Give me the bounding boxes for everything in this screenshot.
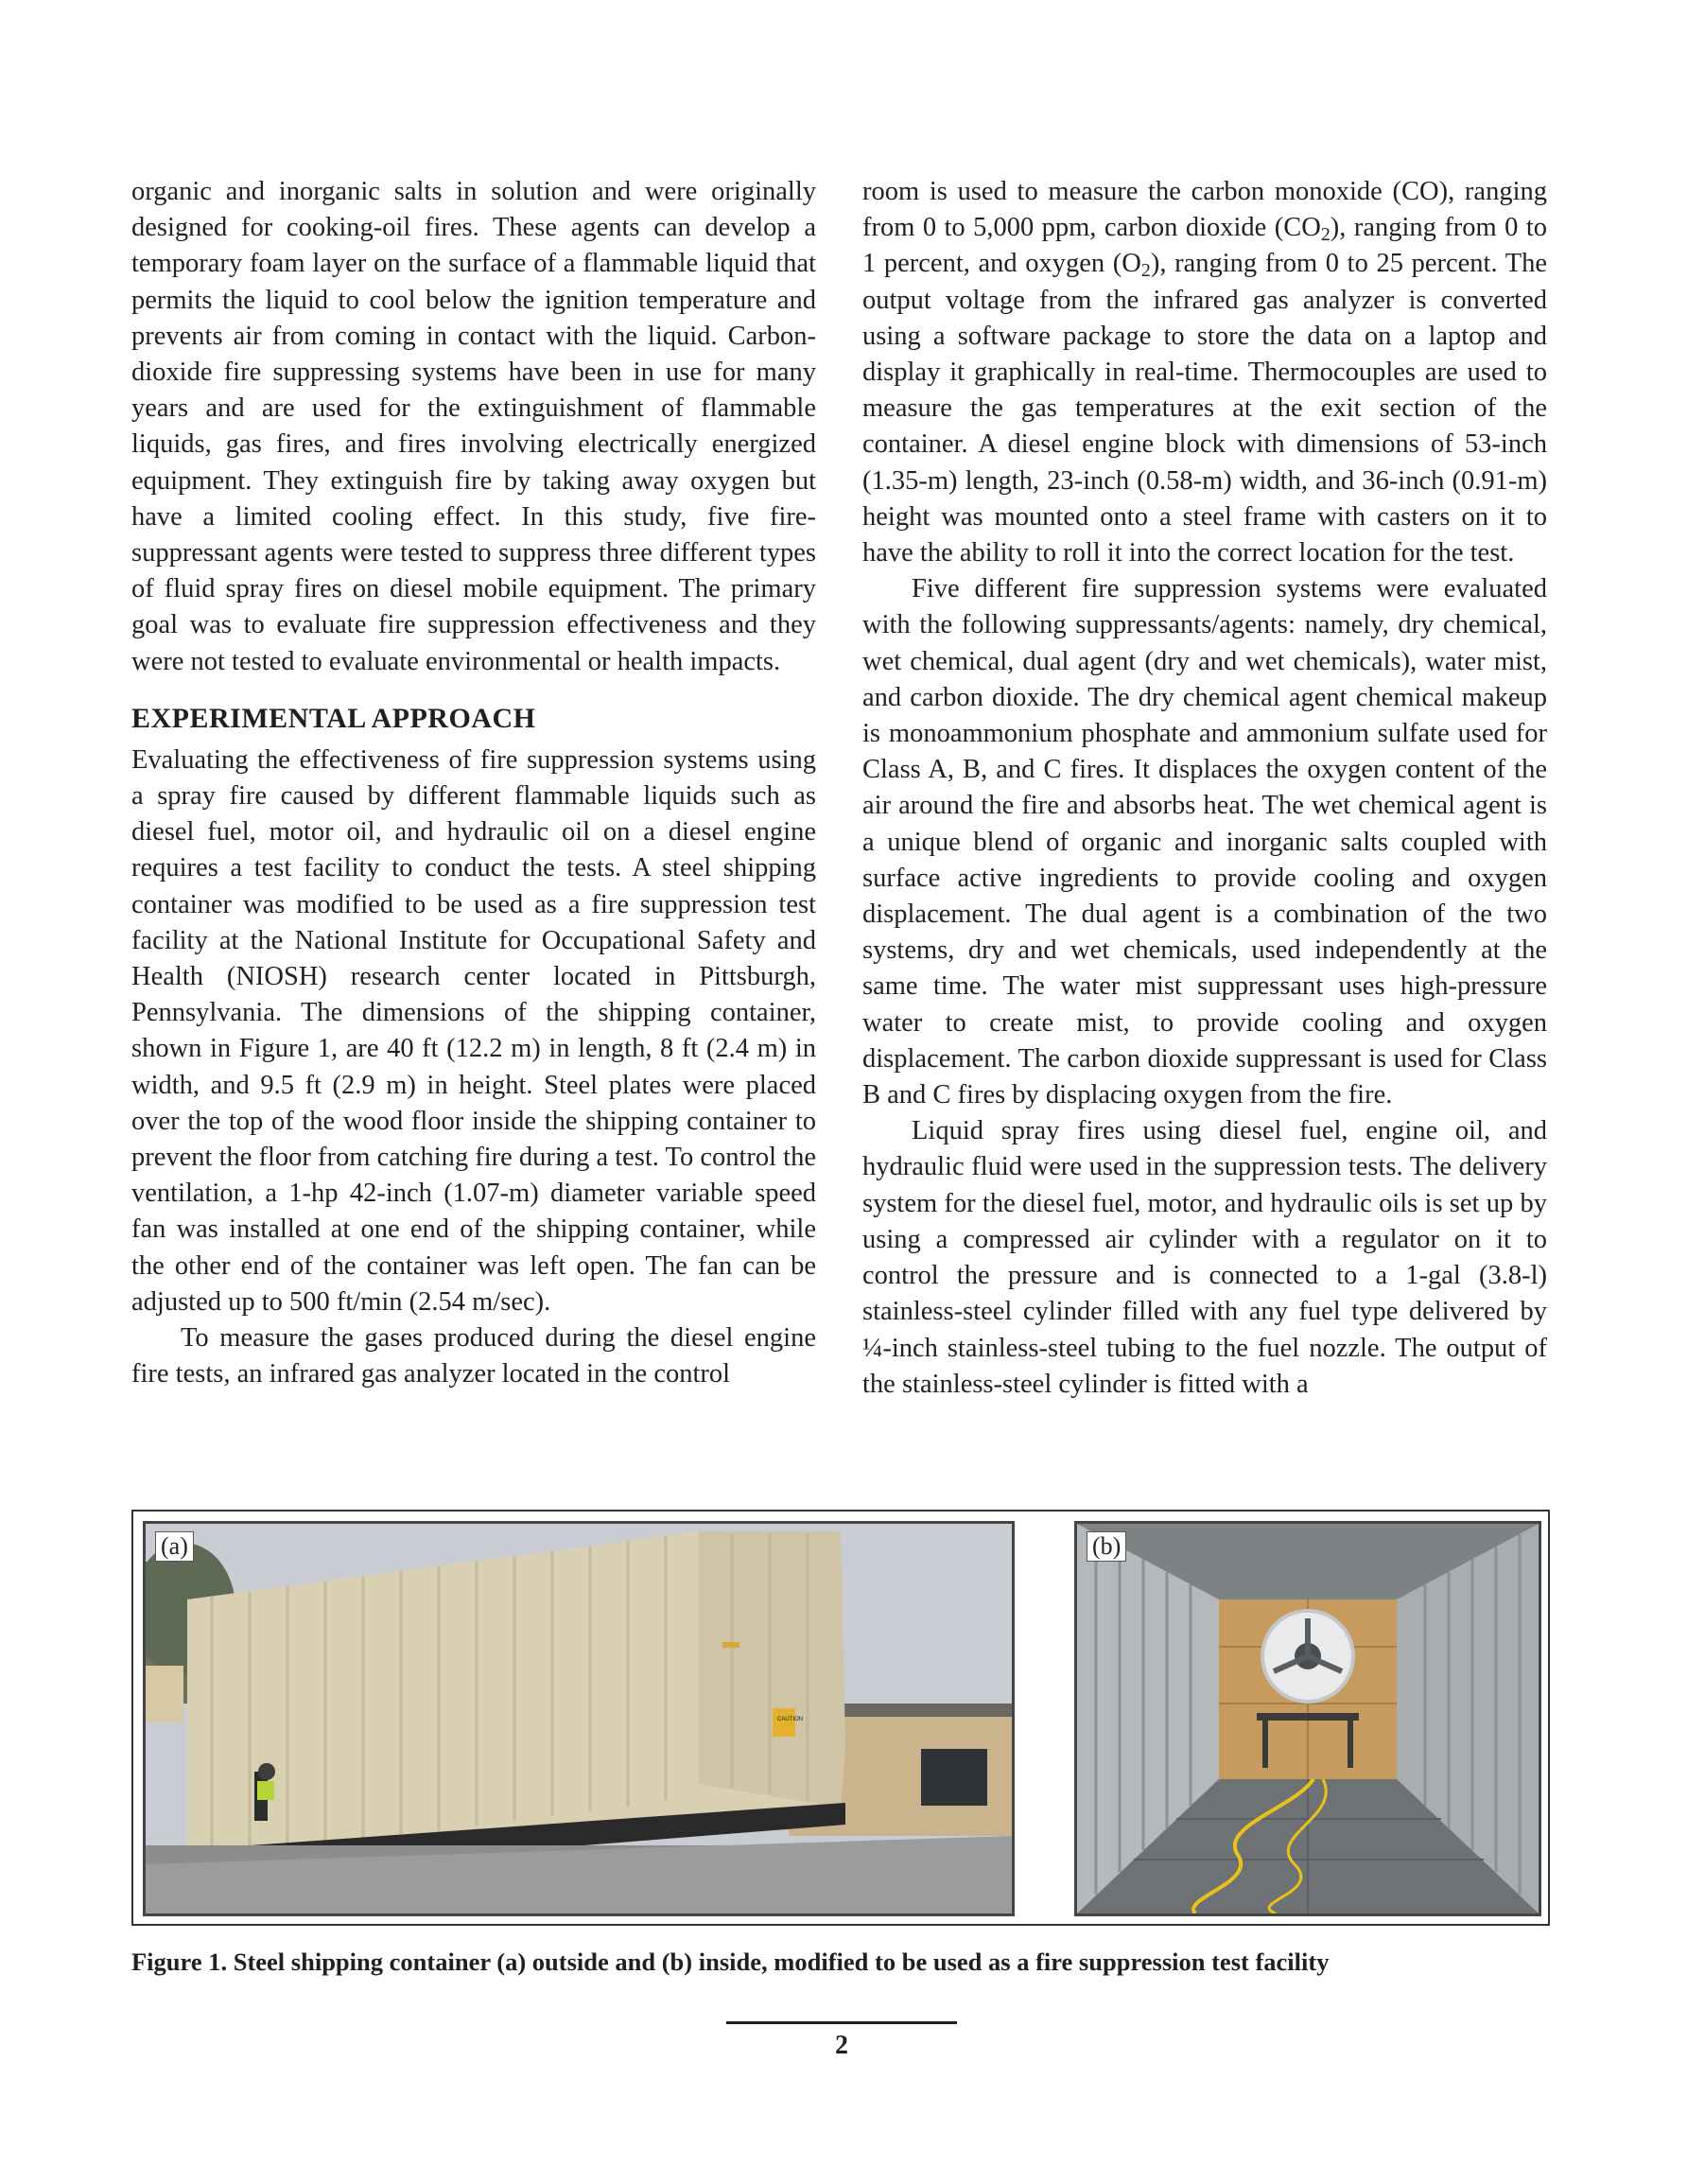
co2-subscript: 2 <box>1320 224 1330 246</box>
panel-label-a: (a) <box>155 1531 194 1562</box>
left-paragraph-3: To measure the gases produced during the diesel engine fire tests, an infrared gas analyzer located in the control <box>131 1323 816 1389</box>
right-paragraph-1 <box>862 174 1547 571</box>
figure-1 <box>131 1510 1550 1926</box>
page-number-rule <box>726 2021 957 2024</box>
right-paragraph-1-part-a: room is used to measure the carbon monoxide (CO), ranging from 0 to 5,000 ppm, carbon dioxide (CO <box>862 177 1547 243</box>
right-paragraph-1-part-c: ), ranging from 0 to 25 percent. The output voltage from the infrared gas analyzer is converted using a software package to store the data on a laptop and display it graphically in real-time. Thermocouples are used to measure the gas temperatures at the exit section of the container. A diesel engine block with dimensions of 53-inch (1.35-m) length, 23-inch (0.58-m) width, and 36-inch (0.91-m) height was mounted onto a steel frame with casters on it to have the ability to roll it into the correct location for the test. <box>862 249 1547 568</box>
photo-container-outside <box>143 1521 1015 1916</box>
left-column <box>131 174 816 1393</box>
o2-subscript: 2 <box>1140 260 1151 282</box>
figure-caption: Figure 1. Steel shipping container (a) outside and (b) inside, modified to be used as a fire suppression test facility <box>131 1948 1330 1976</box>
left-paragraph-1: organic and inorganic salts in solution and were originally designed for cooking-oil fires. These agents can develop a temporary foam layer on the surface of a flammable liquid that permits the liquid to cool below the ignition temperature and prevents air from coming in contact with the liquid. Carbon-dioxide fire suppressing systems have been in use for many years and are used for the extinguishment of flammable liquids, gas fires, and fires involving electrically energized equipment. They extinguish fire by taking away oxygen but have a limited cooling effect. In this study, five fire-suppressant agents were tested to suppress three different types of fluid spray fires on diesel mobile equipment. The primary goal was to evaluate fire suppression effectiveness and they were not tested to evaluate environmental or health impacts. <box>131 177 816 676</box>
caution-label: CAUTION <box>777 1717 803 1722</box>
right-paragraph-3: Liquid spray fires using diesel fuel, engine oil, and hydraulic fluid were used in the suppression tests. The delivery system for the diesel fuel, motor, and hydraulic oils is set up by using a compressed air cylinder with a regulator on it to control the pressure and is connected to a 1-gal (3.8-l) stainless-steel cylinder filled with any fuel type delivered by ¼-inch stainless-steel tubing to the fuel nozzle. The output of the stainless-steel cylinder is fitted with a <box>862 1116 1547 1399</box>
photo-container-inside <box>1074 1521 1541 1916</box>
left-paragraph-2: Evaluating the effectiveness of fire suppression systems using a spray fire caused by different flammable liquids such as diesel fuel, motor oil, and hydraulic oil on a diesel engine requires a test facility to conduct the tests. A steel shipping container was modified to be used as a fire suppression test facility at the National Institute for Occupational Safety and Health (NIOSH) research center located in Pittsburgh, Pennsylvania. The dimensions of the shipping container, shown in Figure 1, are 40 ft (12.2 m) in length, 8 ft (2.4 m) in width, and 9.5 ft (2.9 m) in height. Steel plates were placed over the top of the wood floor inside the shipping container to prevent the floor from catching fire during a test. To control the ventilation, a 1-hp 42-inch (1.07-m) diameter variable speed fan was installed at one end of the shipping container, while the other end of the container was left open. The fan can be adjusted up to 500 ft/min (2.54 m/sec). <box>131 744 816 1317</box>
section-heading: EXPERIMENTAL APPROACH <box>131 702 536 734</box>
page-number: 2 <box>835 2031 848 2060</box>
right-column <box>862 174 1547 1403</box>
panel-label-b: (b) <box>1087 1531 1126 1562</box>
right-paragraph-1-part-b: ), ranging from 0 to 1 percent, and oxygen (O <box>862 213 1547 279</box>
container-outside-illustration <box>146 1524 1012 1913</box>
container-inside-illustration <box>1077 1524 1539 1913</box>
right-paragraph-2: Five different fire suppression systems were evaluated with the following suppressants/agents: namely, dry chemical, wet chemical, dual agent (dry and wet chemicals), water mist, and carbon dioxide. The dry chemical agent chemical makeup is monoammonium phosphate and ammonium sulfate used for Class A, B, and C fires. It displaces the oxygen content of the air around the fire and absorbs heat. The wet chemical agent is a unique blend of organic and inorganic salts coupled with surface active ingredients to provide cooling and oxygen displacement. The dual agent is a combination of the two systems, dry and wet chemicals, used independently at the same time. The water mist suppressant uses high-pressure water to create mist, to provide cooling and oxygen displacement. The carbon dioxide suppressant is used for Class B and C fires by displacing oxygen from the fire. <box>862 574 1547 1110</box>
